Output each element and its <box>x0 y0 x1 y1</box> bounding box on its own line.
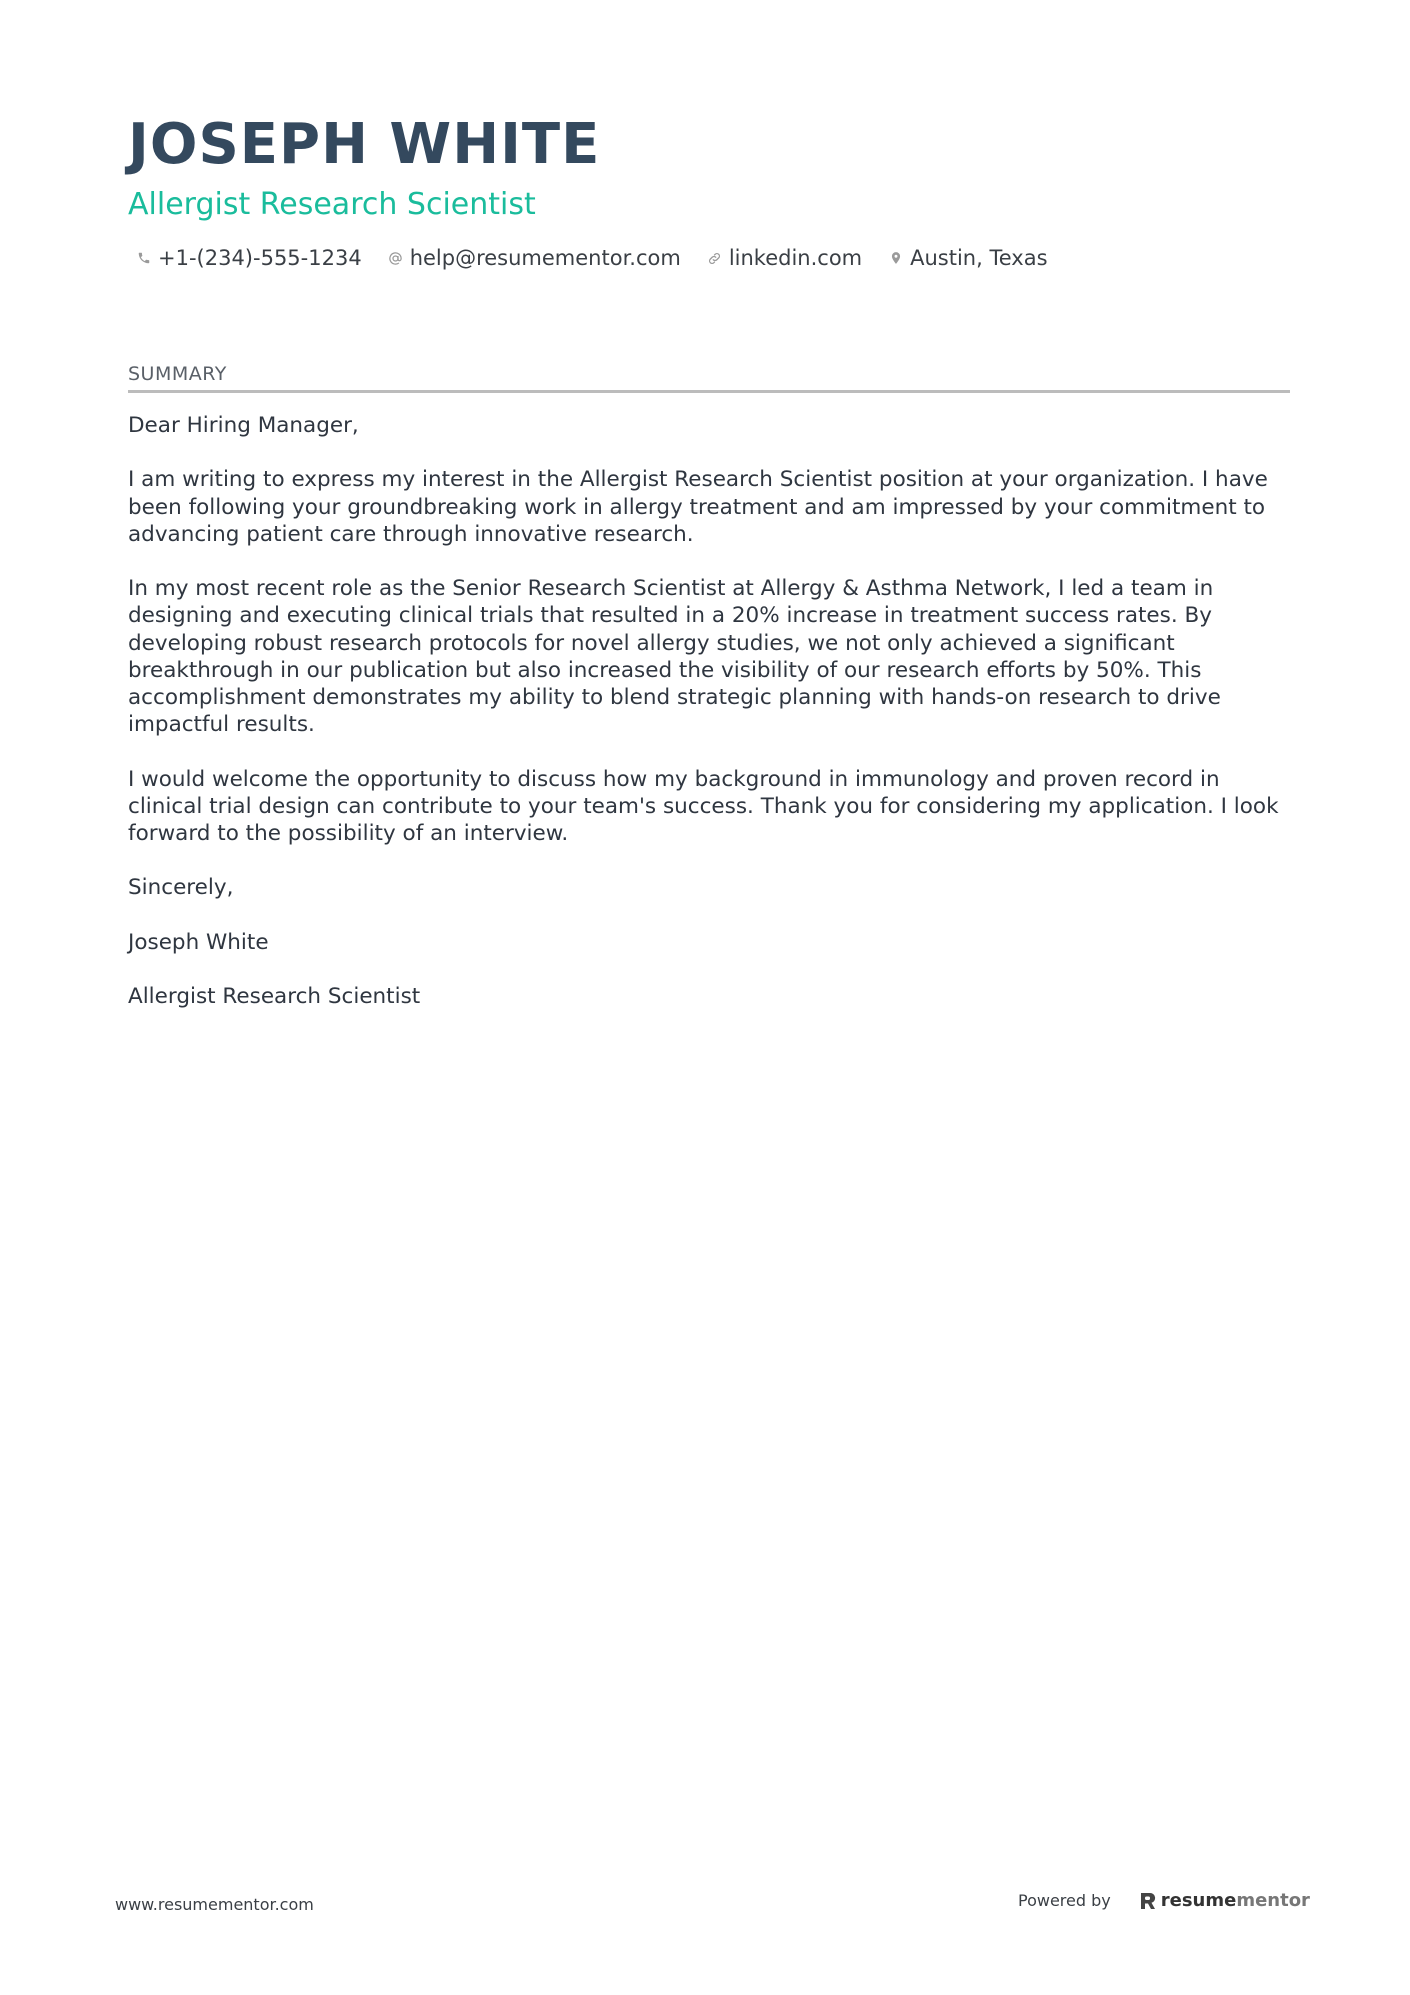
link-icon <box>707 250 723 266</box>
signature-title: Allergist Research Scientist <box>128 984 421 1010</box>
powered-by <box>1018 1890 1310 1911</box>
resumementor-logo-icon <box>1139 1891 1157 1911</box>
paragraph-intro: I am writing to express my interest in the Allergist Research Scientist position at your organization. I have been following your groundbreaking work in allergy treatment and am impressed by your commitment to advancing patient care through innovative research. <box>128 467 1268 547</box>
contact-bar <box>136 246 1074 270</box>
contact-email[interactable] <box>388 246 681 270</box>
contact-phone <box>136 246 362 270</box>
phone-icon <box>136 250 152 266</box>
paragraph-experience: In my most recent role as the Senior Research Scientist at Allergy & Asthma Network, I led a team in designing and executing clinical trials that resulted in a 20% increase in treatment success rates. By developing robust research protocols for novel allergy studies, we not only achieved a significant breakthrough in our publication but also increased the visibility of our research efforts by 50%. This accomplishment demonstrates my ability to blend strategic planning with hands-on research to drive impactful results. <box>128 576 1221 738</box>
contact-location <box>888 246 1047 270</box>
greeting: Dear Hiring Manager, <box>128 413 359 438</box>
location-text: Austin, Texas <box>910 246 1048 270</box>
applicant-name: JOSEPH WHITE <box>128 112 601 177</box>
brand-logo[interactable] <box>1139 1890 1310 1911</box>
email-text[interactable]: help@resumementor.com <box>409 246 681 270</box>
closing: Sincerely, <box>128 875 234 901</box>
footer-url[interactable]: www.resumementor.com <box>115 1895 314 1914</box>
brand-text-bold: resume <box>1160 1890 1237 1911</box>
signature-name: Joseph White <box>128 929 269 955</box>
brand-text-light: mentor <box>1236 1890 1310 1911</box>
paragraph-closing: I would welcome the opportunity to discuss how my background in immunology and proven record in clinical trial design can contribute to your team's success. Thank you for considering my application. I look forward to the possibility of an interview. <box>128 766 1279 846</box>
at-icon <box>388 250 404 266</box>
phone-text: +1-(234)-555-1234 <box>158 246 362 270</box>
job-title: Allergist Research Scientist <box>128 187 536 222</box>
location-pin-icon <box>888 250 904 266</box>
letter-body <box>128 412 1290 1038</box>
contact-linkedin[interactable] <box>707 246 862 270</box>
linkedin-text[interactable]: linkedin.com <box>728 246 863 270</box>
powered-by-label: Powered by <box>1018 1891 1111 1910</box>
summary-heading: SUMMARY <box>128 362 1290 393</box>
